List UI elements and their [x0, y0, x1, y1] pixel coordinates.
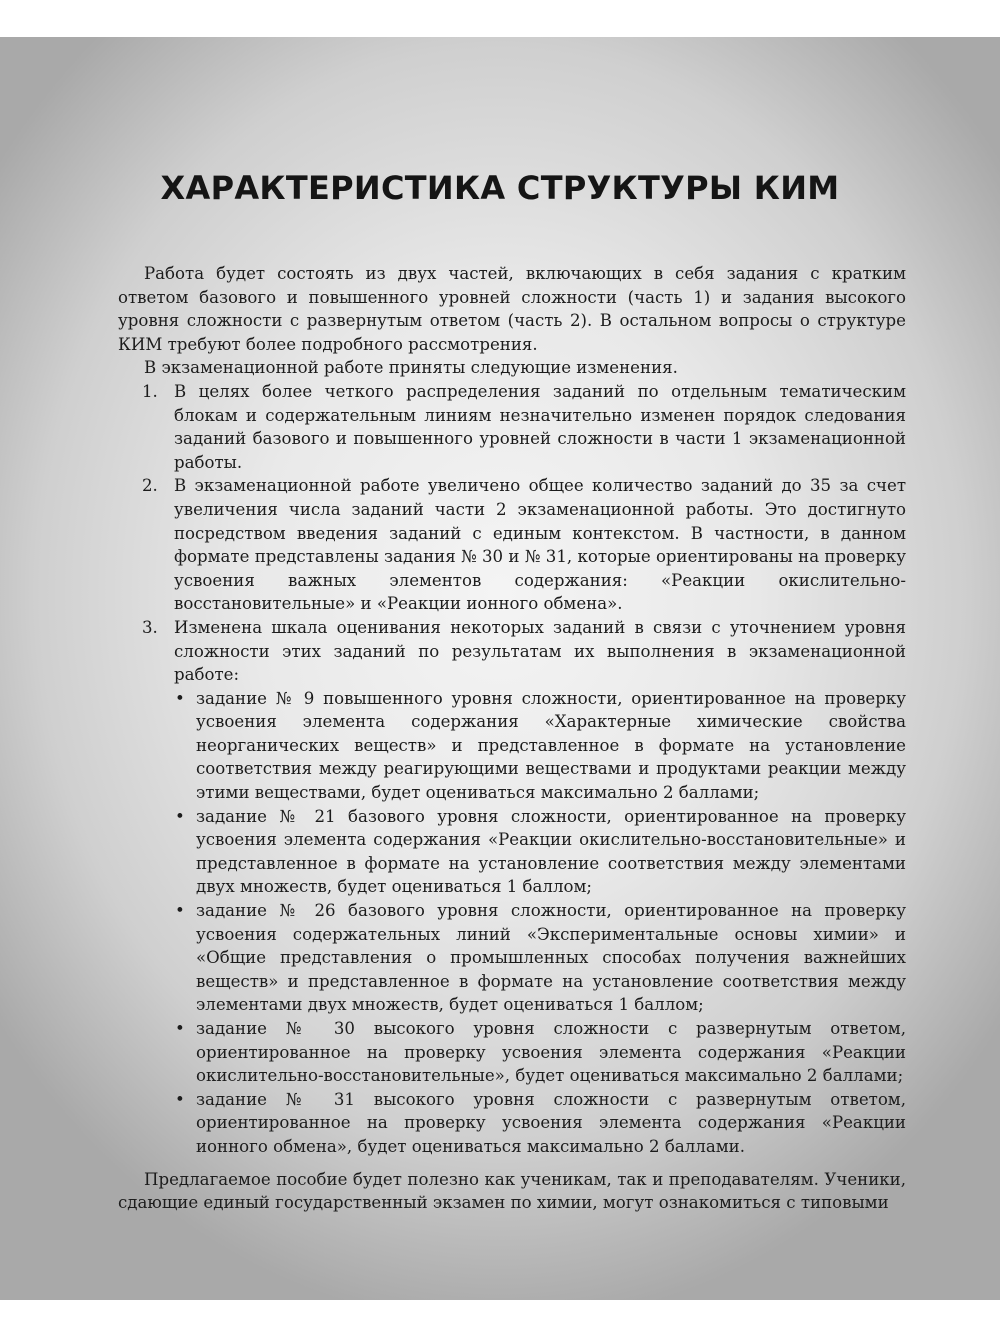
bullet-icon: •	[175, 688, 185, 708]
task-item-text: задание № 26 базового уровня сложности, ориентированное на проверку усвоения содержательных линий «Экспериментальные основы химии» и «Общие представления о промышленных способах получения важнейших веществ» и представленное в формате на установление соответствия между элементами двух множеств, будет оцениваться 1 баллом;	[196, 901, 906, 1015]
task-item	[174, 805, 906, 899]
task-item-text: задание № 9 повышенного уровня сложности, ориентированное на проверку усвоения элемента содержания «Характерные химические свойства неорганических веществ» и представленное в формате на установление соответствия между реагирующими веществами и продуктами реакции между этими веществами, будет оцениваться максимально 2 баллами;	[196, 688, 906, 803]
bullet-icon: •	[175, 1089, 185, 1109]
task-item	[174, 687, 906, 805]
body-text	[118, 262, 906, 1215]
task-item-text: задание № 30 высокого уровня сложности с развернутым ответом, ориентированное на проверку усвоения элемента содержания «Реакции окислительно-восстановительные», будет оцениваться максимально 2 баллами;	[196, 1019, 906, 1086]
list-item-text: Изменена шкала оценивания некоторых заданий в связи с уточнением уровня сложности этих заданий по результатам их выполнения в экзаменационной работе:	[174, 617, 906, 685]
task-item	[174, 1088, 906, 1159]
intro-paragraph: Работа будет состоять из двух частей, включающих в себя задания с кратким ответом базового и повышенного уровней сложности (часть 1) и задания высокого уровня сложности с развернутым ответом (часть 2). В остальном вопросы о структуре КИМ требуют более подробного рассмотрения.	[118, 264, 906, 354]
task-item	[174, 1017, 906, 1088]
list-number: 2.	[142, 476, 158, 496]
page-title: ХАРАКТЕРИСТИКА СТРУКТУРЫ КИМ	[160, 169, 840, 207]
changes-list	[118, 380, 906, 1159]
bullet-icon: •	[175, 1019, 185, 1038]
task-item-text: задание № 31 высокого уровня сложности с развернутым ответом, ориентированное на проверку усвоения элемента содержания «Реакции ионного обмена», будет оцениваться максимально 2 баллами.	[196, 1089, 906, 1156]
task-scoring-list	[174, 687, 906, 1159]
closing-paragraph: Предлагаемое пособие будет полезно как ученикам, так и преподавателям. Ученики, сдающие единый государственный экзамен по химии, могут ознакомиться с типовыми	[118, 1169, 906, 1213]
changes-item-2	[118, 474, 906, 616]
bullet-icon: •	[175, 901, 185, 921]
list-item-text: В целях более четкого распределения заданий по отдельным тематическим блокам и содержательным линиям незначительно изменен порядок следования заданий базового и повышенного уровней сложности в части 1 экзаменационной работы.	[174, 381, 906, 472]
list-number: 1.	[142, 381, 158, 401]
task-item-text: задание № 21 базового уровня сложности, ориентированное на проверку усвоения элемента содержания «Реакции окислительно-восстановительные» и представленное в формате на установление соответствия между элементами двух множеств, будет оцениваться 1 баллом;	[196, 806, 906, 897]
changes-lead-paragraph: В экзаменационной работе приняты следующие изменения.	[144, 358, 678, 378]
list-item-text: В экзаменационной работе увеличено общее количество заданий до 35 за счет увеличения числа заданий части 2 экзаменационной работы. Это достигнуто посредством введения заданий с единым контекстом. В частности, в данном формате представлены задания № 30 и № 31, которые ориентированы на проверку усвоения важных элементов содержания: «Реакции окислительно-восстановительные» и «Реакции ионного обмена».	[174, 476, 906, 614]
list-number: 3.	[142, 617, 158, 637]
task-item	[174, 899, 906, 1017]
changes-item-1	[118, 380, 906, 474]
scanned-page	[0, 37, 1000, 1300]
bullet-icon: •	[175, 806, 185, 826]
changes-item-3	[118, 616, 906, 1159]
